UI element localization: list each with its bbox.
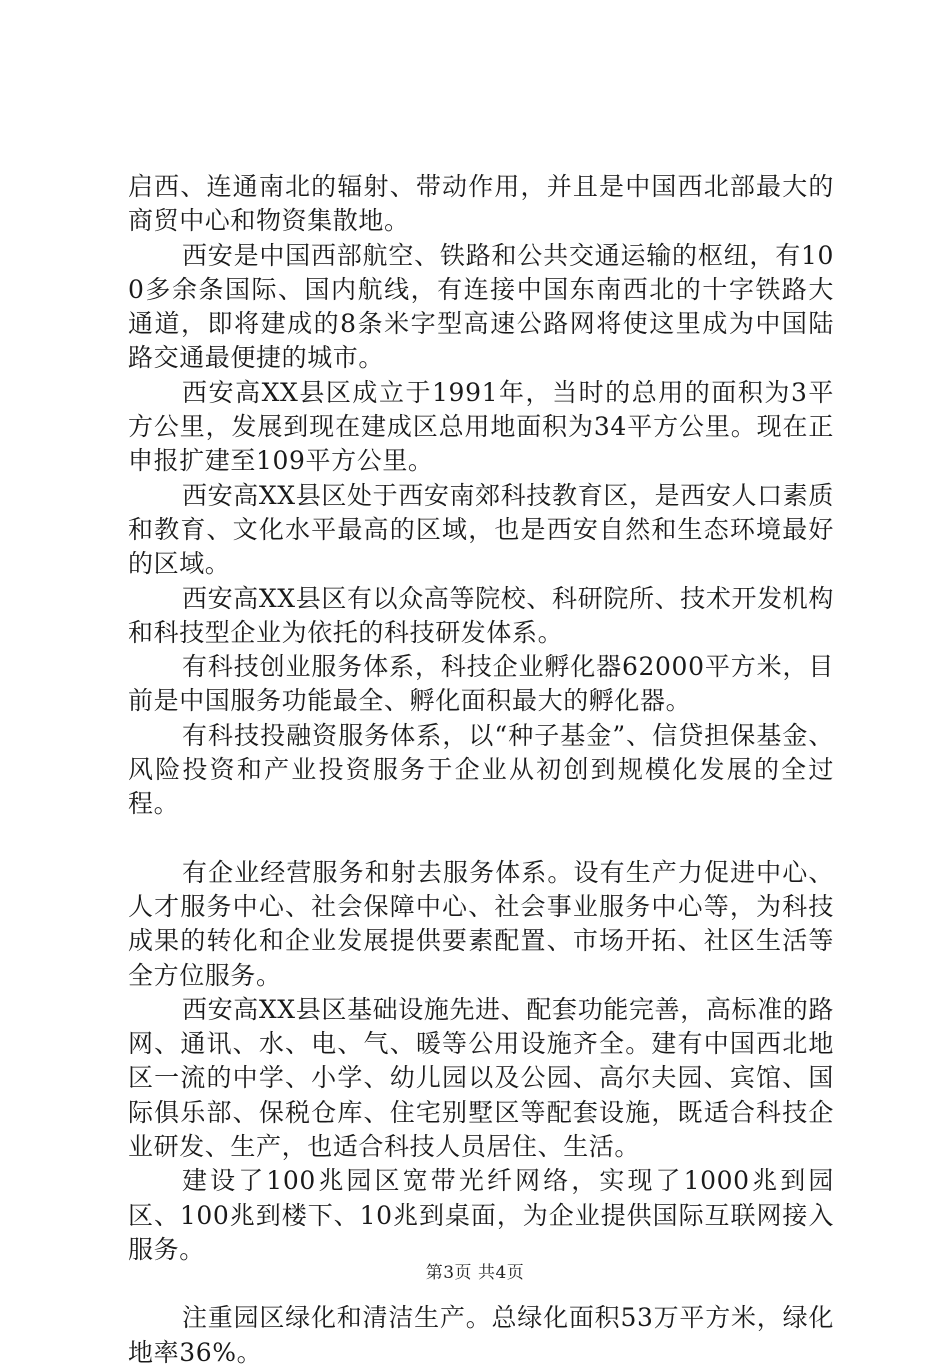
document-body [128, 170, 834, 1370]
paragraph-location: 西安高XX县区处于西安南郊科技教育区，是西安人口素质和教育、文化水平最高的区域，也是西安自然和生态环境最好的区域。 [128, 480, 834, 579]
paragraph-incubator: 有科技创业服务体系，科技企业孵化器62000平方米，目前是中国服务功能最全、孵化面积最大的孵化器。 [128, 652, 834, 716]
paragraph-rd-system: 西安高XX县区有以众高等院校、科研院所、技术开发机构和科技型企业为依托的科技研发体系。 [128, 583, 834, 647]
paragraph-founding: 西安高XX县区成立于1991年，当时的总用的面积为3平方公里，发展到现在建成区总用地面积为34平方公里。现在正申报扩建至109平方公里。 [128, 377, 834, 476]
paragraph-intro-continuation: 启西、连通南北的辐射、带动作用，并且是中国西北部最大的商贸中心和物资集散地。 [128, 172, 834, 236]
paragraph-transport-hub: 西安是中国西部航空、铁路和公共交通运输的枢纽，有100多余条国际、国内航线，有连接中国东南西北的十字铁路大通道，即将建成的8条米字型高速公路网将使这里成为中国陆路交通最便捷的城市。 [128, 240, 834, 373]
paragraph-infrastructure: 西安高XX县区基础设施先进、配套功能完善，高标准的路网、通讯、水、电、气、暖等公用设施齐全。建有中国西北地区一流的中学、小学、幼儿园以及公园、高尔夫园、宾馆、国际俱乐部、保税仓库、住宅别墅区等配套设施，既适合科技企业研发、生产，也适合科技人员居住、生活。 [128, 994, 834, 1162]
paragraph-investment: 有科技投融资服务体系，以“种子基金”、信贷担保基金、风险投资和产业投资服务于企业从初创到规模化发展的全过程。 [128, 720, 834, 819]
paragraph-business-services: 有企业经营服务和射去服务体系。设有生产力促进中心、人才服务中心、社会保障中心、社会事业服务中心等，为科技成果的转化和企业发展提供要素配置、市场开拓、社区生活等全方位服务。 [128, 857, 834, 990]
paragraph-greening: 注重园区绿化和清洁生产。总绿化面积53万平方米，绿化地率36%。 [128, 1303, 834, 1367]
paragraph-network: 建设了100兆园区宽带光纤网络，实现了1000兆到园区、100兆到楼下、10兆到桌面，为企业提供国际互联网接入服务。 [128, 1166, 834, 1264]
page-footer: 第3页 共4页 [425, 1263, 525, 1283]
